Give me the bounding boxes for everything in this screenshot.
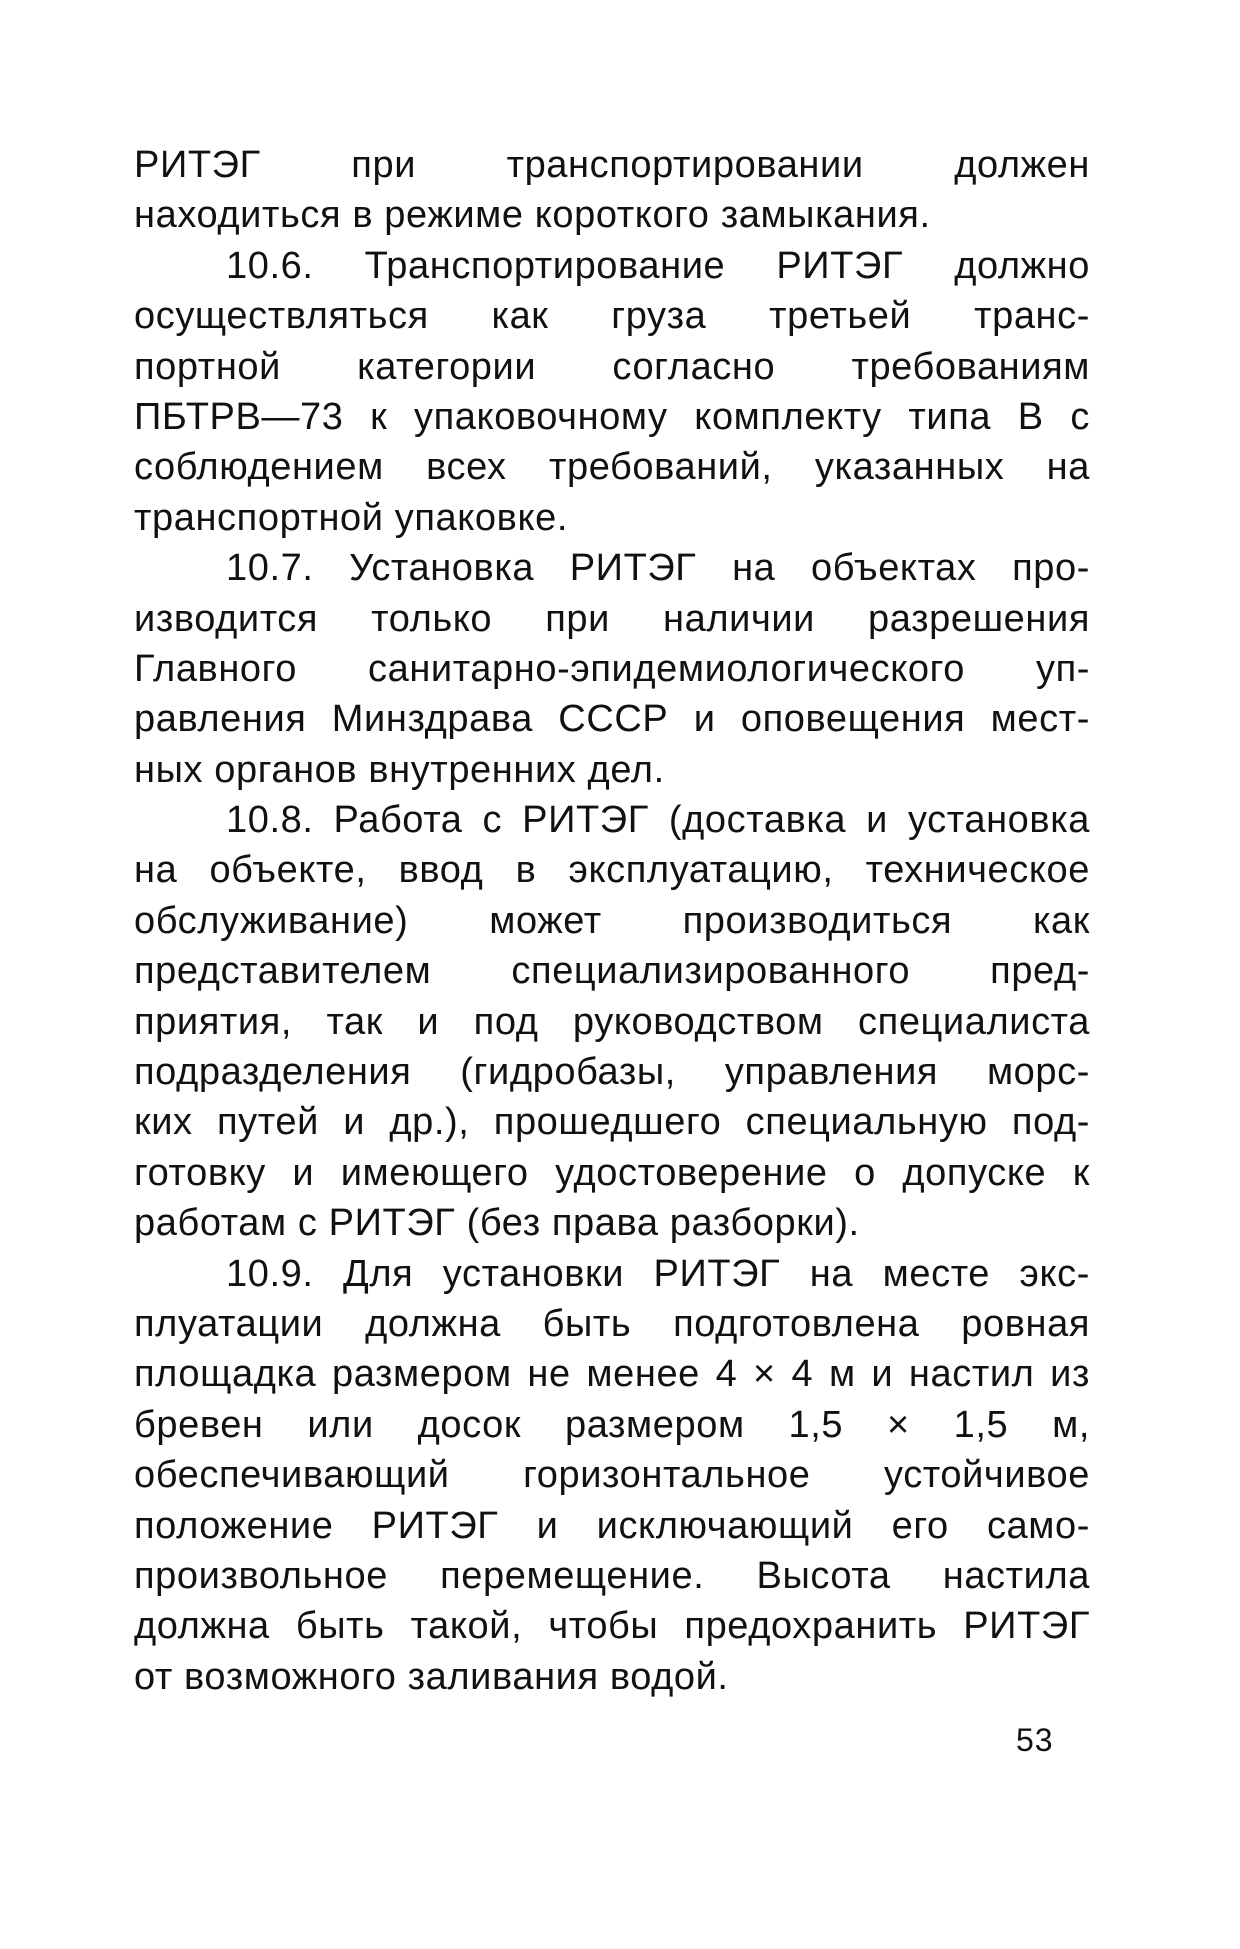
page-number: 53 <box>1016 1722 1054 1758</box>
text-line: приятия, так и под руководством специалиста <box>134 1000 1090 1043</box>
text-line: равления Минздрава СССР и оповещения мест- <box>134 698 1090 741</box>
text-line: РИТЭГ при транспортировании должен <box>134 144 1090 186</box>
text-line: соблюдением всех требований, указанных на <box>134 446 1090 489</box>
text-line: обеспечивающий горизонтальное устойчивое <box>134 1454 1090 1497</box>
text-line: готовку и имеющего удостоверение о допуске к <box>134 1151 1090 1194</box>
text-line: плуатации должна быть подготовлена ровная <box>134 1302 1090 1345</box>
text-line: транспортной упаковке. <box>134 496 569 539</box>
text-line: площадка размером не менее 4 × 4 м и настил из <box>134 1353 1090 1396</box>
text-line: 10.8. Работа с РИТЭГ (доставка и установка <box>226 799 1090 842</box>
text-line: портной категории согласно требованиям <box>134 345 1090 388</box>
text-line: находиться в режиме короткого замыкания. <box>134 194 931 237</box>
text-line: подразделения (гидробазы, управления морс- <box>134 1051 1090 1094</box>
text-line: положение РИТЭГ и исключающий его само- <box>134 1504 1090 1547</box>
page-body <box>134 140 1090 1702</box>
text-line: представителем специализированного пред- <box>134 950 1090 993</box>
text-line: Главного санитарно-эпидемиологического уп- <box>134 647 1090 690</box>
text-line: на объекте, ввод в эксплуатацию, техническое <box>134 849 1090 892</box>
text-line: изводится только при наличии разрешения <box>134 597 1090 640</box>
text-line: ных органов внутренних дел. <box>134 748 665 791</box>
text-line: 10.9. Для установки РИТЭГ на месте экс- <box>226 1252 1090 1295</box>
text-line: ПБТРВ—73 к упаковочному комплекту типа В с <box>134 395 1090 438</box>
text-line: работам с РИТЭГ (без права разборки). <box>134 1202 860 1245</box>
text-line: произвольное перемещение. Высота настила <box>134 1554 1090 1597</box>
text-line: осуществляться как груза третьей транс- <box>134 295 1090 338</box>
text-line: 10.7. Установка РИТЭГ на объектах про- <box>226 547 1090 590</box>
text-line: должна быть такой, чтобы предохранить РИТЭГ <box>134 1605 1090 1648</box>
text-line: от возможного заливания водой. <box>134 1655 729 1698</box>
text-line: бревен или досок размером 1,5 × 1,5 м, <box>134 1403 1090 1446</box>
text-line: обслуживание) может производиться как <box>134 899 1090 942</box>
text-line: 10.6. Транспортирование РИТЭГ должно <box>226 244 1090 287</box>
text-line: ких путей и др.), прошедшего специальную под- <box>134 1101 1090 1144</box>
